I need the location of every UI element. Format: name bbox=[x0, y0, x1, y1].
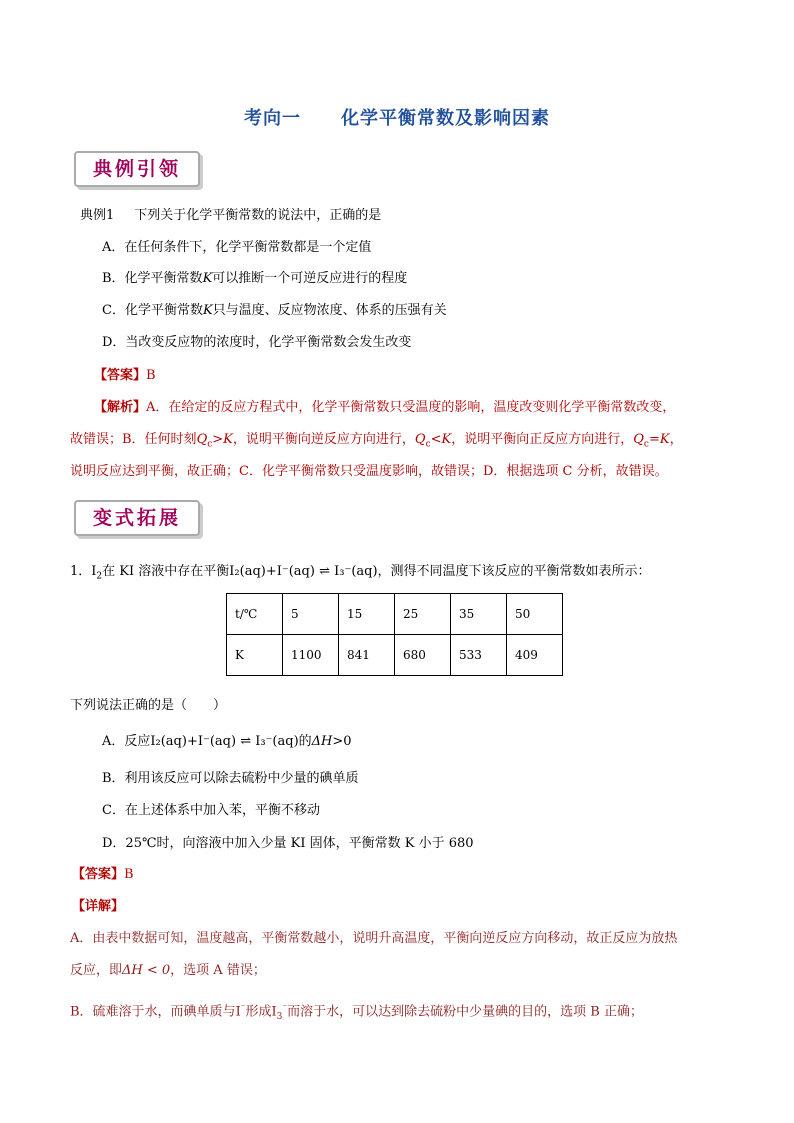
q1-mid: 在 KI 溶液中存在平衡 bbox=[102, 564, 230, 579]
a2b: Q bbox=[196, 432, 208, 447]
table-cell: 35 bbox=[451, 594, 507, 635]
d-a2a: 反应，即 bbox=[70, 963, 123, 978]
a2l: =K bbox=[648, 432, 670, 447]
a2a: 故错误；B．任何时刻 bbox=[70, 432, 197, 447]
q1-equation: I₂(aq)+I⁻(aq) ⇌ I₃⁻(aq) bbox=[229, 564, 378, 579]
q1-option-b: B．利用该反应可以除去硫粉中少量的碘单质 bbox=[102, 771, 359, 786]
q1-stem bbox=[70, 563, 651, 586]
table-cell: 841 bbox=[339, 635, 395, 676]
section-example-box bbox=[74, 151, 200, 187]
table-cell: 533 bbox=[451, 635, 507, 676]
equilibrium-table bbox=[226, 593, 563, 676]
q1-option-c: C．在上述体系中加入苯，平衡不移动 bbox=[102, 803, 320, 818]
q1-detail-tag: 【详解】 bbox=[72, 899, 125, 914]
analysis-line-2 bbox=[70, 431, 683, 454]
d-bf: 3 bbox=[276, 1011, 283, 1022]
q1-answer-tag: 【答案】 bbox=[72, 867, 125, 882]
d-bd: 形成 bbox=[245, 1004, 272, 1020]
a2k: c bbox=[643, 439, 649, 450]
answer-tag: 【答案】 bbox=[94, 368, 147, 383]
q1-num: 1． bbox=[70, 564, 92, 579]
d-a2b: ΔH < 0 bbox=[122, 963, 171, 978]
d-ba: B．硫难溶于水，而碘单质与 bbox=[70, 1004, 236, 1020]
example-question bbox=[80, 207, 381, 225]
table-cell: K bbox=[227, 635, 283, 676]
q1-a-dh: ΔH bbox=[311, 734, 333, 749]
answer-value: B bbox=[146, 368, 156, 383]
a2i: ，说明平衡向正反应方向进行， bbox=[451, 432, 634, 447]
table-cell: t/℃ bbox=[227, 594, 283, 635]
d-bh: 而溶于水，可以达到除去硫粉中少量碘的目的，选项 B 正确； bbox=[287, 1004, 643, 1020]
q1-detail-a-2 bbox=[70, 962, 266, 980]
q1-a-end: >0 bbox=[332, 734, 352, 749]
section-variant-label: 变式拓展 bbox=[92, 507, 181, 529]
example-answer bbox=[94, 367, 156, 385]
example-label: 典例1 bbox=[80, 208, 115, 223]
example-option-b bbox=[102, 270, 407, 288]
a2g: c bbox=[425, 439, 431, 450]
a2j: Q bbox=[633, 432, 644, 447]
d-be: I bbox=[271, 1004, 277, 1020]
q1-detail-a-1: A．由表中数据可知，温度越高，平衡常数越小，说明升高温度，平衡向逆反应方向移动，故正反应为放热 bbox=[70, 931, 678, 946]
a2c: c bbox=[207, 439, 213, 450]
q1-i: I bbox=[91, 564, 97, 579]
analysis-text-1: A．在给定的反应方程式中，化学平衡常数只受温度的影响，温度改变则化学平衡常数改变， bbox=[146, 400, 676, 415]
a2f: Q bbox=[414, 432, 426, 447]
table-row bbox=[227, 635, 563, 676]
q1-post: ，测得不同温度下该反应的平衡常数如表所示： bbox=[377, 564, 651, 579]
q1-answer bbox=[72, 866, 134, 884]
a2h: <K bbox=[430, 432, 452, 447]
page-title bbox=[0, 104, 794, 130]
section-variant-box bbox=[74, 500, 200, 536]
opt-b-k: K bbox=[202, 271, 213, 286]
table-cell: 15 bbox=[339, 594, 395, 635]
d-bg: ⁻ bbox=[282, 1003, 288, 1013]
analysis-line-3: 说明反应达到平衡，故正确；C．化学平衡常数只受温度影响，故错误；D．根据选项 C 分析，故错误。 bbox=[70, 464, 668, 479]
d-bb: I bbox=[235, 1004, 241, 1020]
analysis-line-1 bbox=[94, 399, 675, 417]
opt-b-pre: B．化学平衡常数 bbox=[102, 271, 203, 286]
a2d: >K bbox=[212, 432, 233, 447]
table-cell: 5 bbox=[283, 594, 339, 635]
title-topic: 考向一 bbox=[244, 108, 301, 129]
q1-detail-b bbox=[70, 999, 643, 1026]
q1-a-eq: I₂(aq)+I⁻(aq) ⇌ I₃⁻(aq) bbox=[150, 734, 299, 749]
opt-c-post: 只与温度、反应物浓度、体系的压强有关 bbox=[212, 303, 447, 318]
example-option-d: D．当改变反应物的浓度时，化学平衡常数会发生改变 bbox=[102, 335, 412, 350]
q1-option-a bbox=[102, 733, 352, 751]
a2m: ， bbox=[669, 432, 683, 447]
q1-a-post: 的 bbox=[298, 734, 312, 749]
table-cell: 1100 bbox=[283, 635, 339, 676]
table-row bbox=[227, 594, 563, 635]
analysis-tag: 【解析】 bbox=[94, 400, 147, 415]
q1-a-pre: A．反应 bbox=[102, 734, 151, 749]
q1-answer-value: B bbox=[124, 867, 134, 882]
a2e: ，说明平衡向逆反应方向进行， bbox=[232, 432, 415, 447]
title-subject: 化学平衡常数及影响因素 bbox=[341, 108, 550, 129]
example-option-a: A．在任何条件下，化学平衡常数都是一个定值 bbox=[102, 240, 372, 255]
table-cell: 409 bbox=[507, 635, 563, 676]
example-question-text: 下列关于化学平衡常数的说法中，正确的是 bbox=[134, 208, 382, 223]
table-cell: 50 bbox=[507, 594, 563, 635]
d-a2c: ，选项 A 错误； bbox=[170, 963, 266, 978]
table-cell: 680 bbox=[395, 635, 451, 676]
q1-prompt: 下列说法正确的是（ ） bbox=[70, 698, 227, 713]
opt-c-k: K bbox=[202, 303, 213, 318]
q1-option-d: D．25℃时，向溶液中加入少量 KI 固体，平衡常数 K 小于 680 bbox=[102, 836, 474, 851]
table-cell: 25 bbox=[395, 594, 451, 635]
q1-i-sub: 2 bbox=[96, 571, 103, 582]
section-example-label: 典例引领 bbox=[92, 158, 181, 180]
example-option-c bbox=[102, 302, 447, 320]
d-bc: ⁻ bbox=[240, 1003, 246, 1013]
opt-c-pre: C．化学平衡常数 bbox=[102, 303, 203, 318]
opt-b-post: 可以推断一个可逆反应进行的程度 bbox=[212, 271, 408, 286]
